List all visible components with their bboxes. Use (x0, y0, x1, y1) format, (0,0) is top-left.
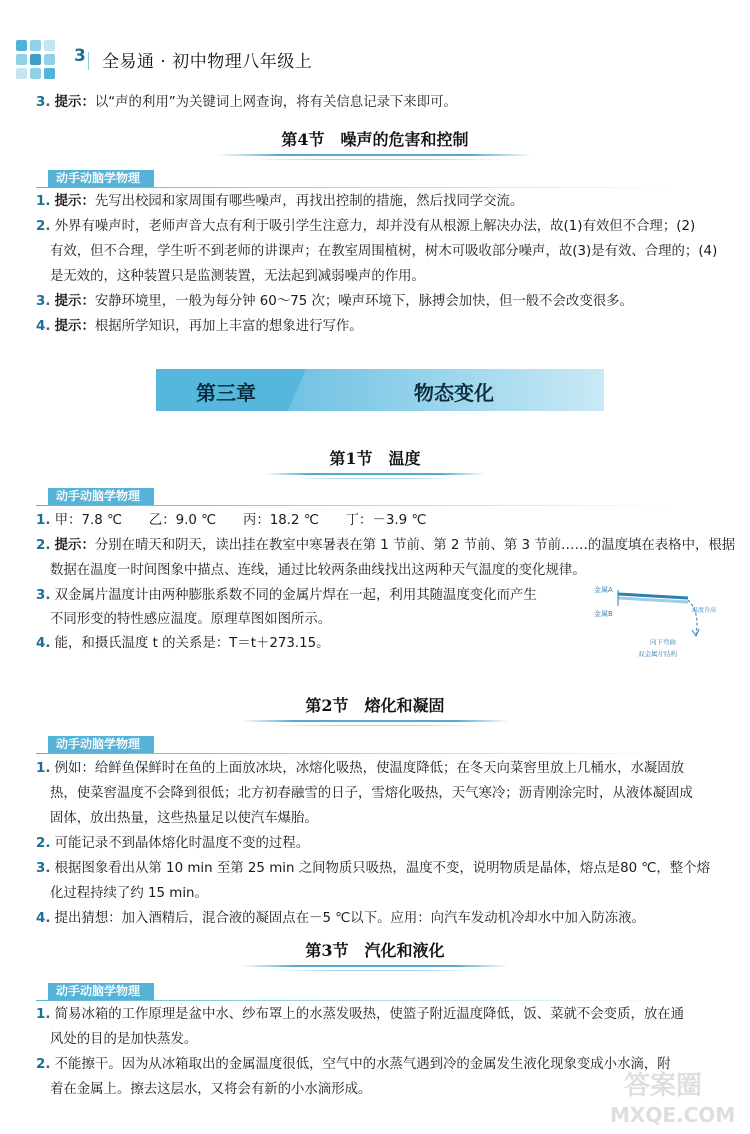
header-separator (88, 52, 89, 70)
section-tag: 动手动脑学物理 (48, 736, 154, 753)
section-heading: 第3节 汽化和液化 (0, 938, 750, 967)
list-item-continuation: 风处的目的是加快蒸发。 (50, 1032, 198, 1047)
list-item-continuation: 有效，但不合理，学生听不到老师的讲课声；在教室周围植树，树木可吸收部分噪声，故(3)是有效、合理的；(4) (50, 244, 718, 259)
list-item-continuation: 固体，放出热量，这些热量足以使汽车爆胎。 (50, 811, 318, 826)
section-heading: 第1节 温度 (0, 446, 750, 475)
watermark-text-2: MXQE.COM (610, 1103, 736, 1127)
list-item-continuation: 不同形变的特性感应温度。原理草图如图所示。 (50, 612, 332, 627)
list-item: 4. 提示：根据所学知识，再加上丰富的想象进行写作。 (36, 319, 363, 334)
book-title: 全易通 · 初中物理八年级上 (102, 52, 313, 72)
section-tag: 动手动脑学物理 (48, 983, 154, 1000)
list-item: 2. 提示：分别在晴天和阴天，读出挂在教室中寒暑表在第 1 节前、第 2 节前、第 3 节前……的温度填在表格中，根据 (36, 538, 736, 553)
section-tag: 动手动脑学物理 (48, 488, 154, 505)
list-item: 3. 提示：安静环境里，一般为每分钟 60～75 次；噪声环境下，脉搏会加快，但一般不会改变很多。 (36, 294, 633, 309)
section-heading: 第4节 噪声的危害和控制 (0, 127, 750, 156)
list-item-continuation: 数据在温度一时间图象中描点、连线，通过比较两条曲线找出这两种天气温度的变化规律。 (50, 563, 586, 578)
list-item: 3. 提示：以“声的利用”为关键词上网查询，将有关信息记录下来即可。 (36, 95, 457, 110)
list-item: 2. 外界有噪声时，老师声音大点有利于吸引学生注意力，却并没有从根源上解决办法，故(1)有效但不合理；(2) (36, 219, 696, 234)
divider (36, 753, 676, 754)
list-item: 1. 例如：给鲜鱼保鲜时在鱼的上面放冰块，冰熔化吸热，使温度降低；在冬天向菜窖里放上几桶水，水凝固放 (36, 761, 685, 776)
chapter-title: 物态变化 (414, 381, 494, 405)
divider (36, 505, 676, 506)
figure-caption-1: 向下弯曲 (650, 638, 676, 646)
list-item: 1. 简易冰箱的工作原理是盆中水、纱布罩上的水蒸发吸热，使篮子附近温度降低，饭、菜就不会变质，放在通 (36, 1007, 685, 1022)
chapter-banner (156, 369, 604, 411)
list-item-continuation: 热，使菜窖温度不会降到很低；北方初春融雪的日子，雪熔化吸热，天气寒冷；沥青刚涂完时，从液体凝固成 (50, 786, 693, 801)
divider (36, 1000, 676, 1001)
list-item: 3. 根据图象看出从第 10 min 至第 25 min 之间物质只吸热，温度不变，说明物质是晶体，熔点是80 ℃，整个熔 (36, 861, 710, 876)
watermark-logo (604, 1060, 744, 1130)
list-item: 1. 提示：先写出校园和家周围有哪些噪声，再找出控制的措施，然后找同学交流。 (36, 194, 524, 209)
list-item: 2. 不能擦干。因为从冰箱取出的金属温度很低，空气中的水蒸气遇到冷的金属发生液化现象变成小水滴，附 (36, 1057, 671, 1072)
list-item: 1. 甲：7.8 ℃ 乙：9.0 ℃ 丙：18.2 ℃ 丁：－3.9 ℃ (36, 513, 427, 528)
section-tag: 动手动脑学物理 (48, 170, 154, 187)
list-item: 4. 能，和摄氏温度 t 的关系是：T＝t＋273.15。 (36, 636, 330, 651)
figure-label-b: 金属B (594, 610, 613, 618)
list-item-continuation: 是无效的，这种装置只是监测装置，无法起到减弱噪声的作用。 (50, 269, 425, 284)
list-item-continuation: 着在金属上。擦去这层水，又将会有新的小水滴形成。 (50, 1082, 372, 1097)
figure-label-right: 温度升高 (692, 607, 717, 614)
bimetallic-strip-figure (592, 580, 722, 662)
list-item-continuation: 化过程持续了约 15 min。 (50, 886, 208, 901)
divider (36, 187, 676, 188)
list-item: 4. 提出猜想：加入酒精后，混合液的凝固点在－5 ℃以下。应用：向汽车发动机冷却水中加入防冻液。 (36, 911, 645, 926)
page-number: 3 (74, 46, 86, 66)
header-logo-squares (16, 40, 70, 80)
chapter-number: 第三章 (196, 381, 256, 405)
figure-caption-2: 双金属片结构 (638, 650, 677, 658)
watermark-text-1: 答案圈 (624, 1071, 703, 1101)
section-heading: 第2节 熔化和凝固 (0, 693, 750, 722)
list-item: 3. 双金属片温度计由两种膨胀系数不同的金属片焊在一起，利用其随温度变化而产生 (36, 588, 537, 603)
list-item: 2. 可能记录不到晶体熔化时温度不变的过程。 (36, 836, 310, 851)
figure-label-a: 金属A (594, 586, 613, 594)
